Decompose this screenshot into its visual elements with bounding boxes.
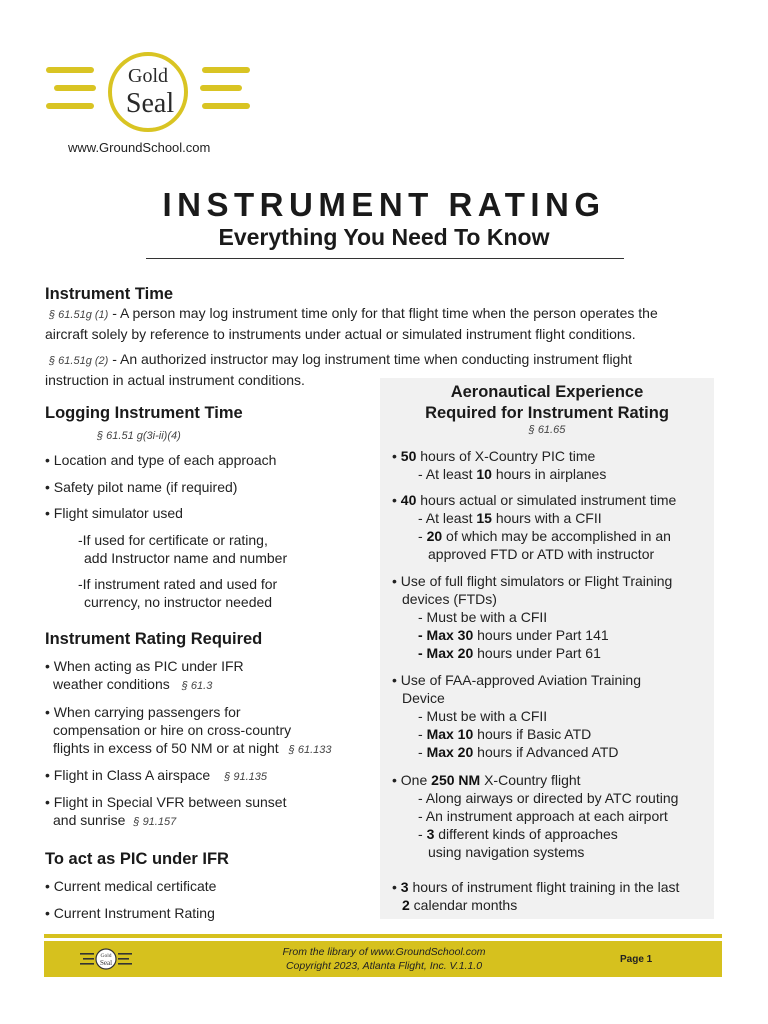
- citation: § 61.3: [181, 680, 213, 692]
- sub-item-line: -If used for certificate or rating,: [78, 532, 268, 548]
- page-title: INSTRUMENT RATING: [162, 186, 606, 223]
- svg-text:Gold: Gold: [100, 953, 112, 959]
- list-item: • 40 hours actual or simulated instrument time - At least 15 hours with a CFII - 20 of which may be accomplished in an approved FTD or ATD with instructor: [392, 492, 677, 562]
- list-item-line: flights in excess of 50 NM or at night: [53, 740, 279, 756]
- gold-seal-logo: [40, 52, 256, 142]
- list-item: • One 250 NM X-Country flight - Along airways or directed by ATC routing - An instrument approach at each airport - 3 different kinds of approaches using navigation systems: [392, 772, 679, 860]
- sub-list-item: [78, 531, 287, 567]
- paragraph-text: - An authorized instructor may log instrument time when conducting instrument flight: [108, 351, 633, 367]
- list-item-line: and sunrise: [53, 812, 126, 828]
- citation: § 91.135: [224, 771, 268, 783]
- list-item: • Use of full flight simulators or Flight Training devices (FTDs) - Must be with a CFII - Max 30 hours under Part 141 - Max 20 hours under Part 61: [392, 573, 673, 661]
- page-subtitle: Everything You Need To Know: [218, 224, 550, 250]
- gold-seal-footer-logo: [78, 946, 134, 972]
- panel-title-line: Required for Instrument Rating: [425, 404, 669, 422]
- list-item: [45, 793, 286, 831]
- list-item-line: • Flight in Class A airspace: [45, 767, 211, 783]
- footer-copyright: [194, 945, 574, 973]
- list-item: • Current Instrument Rating: [45, 905, 215, 921]
- citation: § 91.157: [133, 816, 177, 828]
- website-url: www.GroundSchool.com: [68, 140, 211, 155]
- aeronautical-experience-panel: [380, 378, 714, 919]
- list-item: • Flight simulator used: [45, 505, 183, 521]
- list-item-line: • Flight in Special VFR between sunset: [45, 794, 287, 810]
- sub-item-line: add Instructor name and number: [84, 550, 288, 566]
- page-number: Page 1: [620, 954, 653, 965]
- footer-bar: [44, 941, 722, 977]
- panel-title-line: Aeronautical Experience: [450, 383, 644, 401]
- list-item: [45, 766, 267, 786]
- list-item-line: weather conditions: [53, 676, 170, 692]
- logo-word-gold: Gold: [128, 65, 168, 87]
- citation: § 61.133: [288, 744, 332, 756]
- list-item: • Use of FAA-approved Aviation Training Device - Must be with a CFII - Max 10 hours if Basic ATD - Max 20 hours if Advanced ATD: [392, 672, 642, 760]
- panel-citation: § 61.65: [528, 424, 566, 436]
- instrument-time-paragraph-1: [45, 304, 725, 344]
- panel-title: [380, 382, 714, 424]
- list-item: • Current medical certificate: [45, 878, 217, 894]
- list-item: • Safety pilot name (if required): [45, 479, 238, 495]
- section-heading-rating-required: Instrument Rating Required: [45, 630, 263, 648]
- list-item: [45, 703, 332, 759]
- sub-item-line: currency, no instructor needed: [84, 594, 273, 610]
- footer-rule: [44, 934, 722, 938]
- footer-line-1: From the library of www.GroundSchool.com: [282, 946, 486, 958]
- citation: § 61.51g (2): [49, 355, 109, 367]
- section-heading-pic-ifr: To act as PIC under IFR: [45, 850, 229, 868]
- section-heading-instrument-time: Instrument Time: [45, 285, 174, 303]
- sub-item-line: -If instrument rated and used for: [78, 576, 278, 592]
- citation: § 61.51g (1): [49, 309, 109, 321]
- logo-word-seal: Seal: [125, 88, 175, 119]
- list-item-line: • When acting as PIC under IFR: [45, 658, 244, 674]
- sub-list-item: [78, 575, 277, 611]
- footer-line-2: Copyright 2023, Atlanta Flight, Inc. V.1.1.0: [285, 960, 483, 972]
- list-item: • 50 hours of X-Country PIC time - At least 10 hours in airplanes: [392, 448, 607, 482]
- logging-citation: § 61.51 g(3i-ii)(4): [97, 430, 181, 442]
- list-item: • 3 hours of instrument flight training in the last 2 calendar months: [392, 879, 680, 913]
- list-item-line: compensation or hire on cross-country: [53, 722, 292, 738]
- list-item-line: • When carrying passengers for: [45, 704, 241, 720]
- title-divider: [146, 258, 624, 259]
- list-item: • Location and type of each approach: [45, 452, 277, 468]
- paragraph-text: instruction in actual instrument conditions.: [45, 372, 305, 388]
- section-heading-logging: Logging Instrument Time: [45, 404, 243, 422]
- paragraph-text: - A person may log instrument time only for that flight time when the person operates the: [108, 305, 658, 321]
- svg-text:Seal: Seal: [99, 959, 113, 967]
- list-item: [45, 657, 244, 695]
- paragraph-text: aircraft solely by reference to instruments under actual or simulated instrument flight conditions.: [45, 326, 636, 342]
